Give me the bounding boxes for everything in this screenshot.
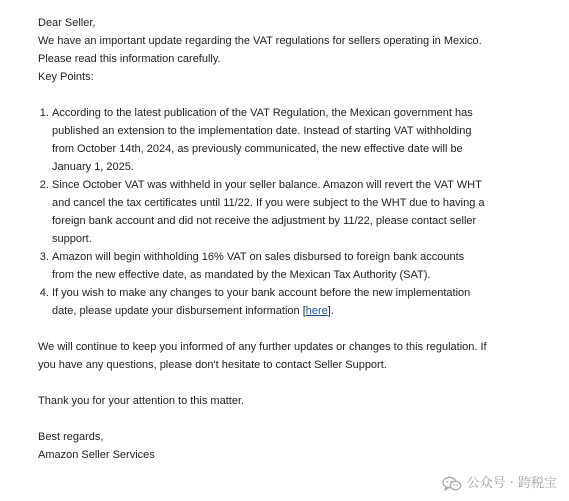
spacer [38,86,548,104]
list-item-line: from the new effective date, as mandated by the Mexican Tax Authority (SAT). [52,269,431,281]
list-item-line: January 1, 2025. [52,161,134,173]
list-item [52,104,548,176]
list-item-line: foreign bank account and did not receive the adjustment by 11/22, please contact seller [52,215,477,227]
list-item-line: 4. If you wish to make any changes to your bank account before the new implementation [52,287,471,299]
list-item-line: from October 14th, 2024, as previously communicated, the new effective date will be [52,143,463,155]
list-item-text: date, please update your disbursement information [ [52,305,306,317]
list-item-line: support. [52,233,92,245]
thanks-line: Thank you for your attention to this matter. [38,395,245,407]
spacer [38,320,548,338]
disbursement-here-link[interactable]: here [305,305,328,317]
list-item-line: published an extension to the implementation date. Instead of starting VAT withholding [52,125,472,137]
closing-line: We will continue to keep you informed of any further updates or changes to this regulation. If [38,341,487,353]
list-item-line [52,302,548,320]
sign-off: Best regards, [38,431,104,443]
key-points-label: Key Points: [38,71,94,83]
watermark-text: 公众号 · 跨税宝 [466,476,557,491]
list-item-text: ]. [327,305,334,317]
list-item [52,284,548,320]
list-item-line: 1. According to the latest publication of the VAT Regulation, the Mexican government has [52,107,473,119]
watermark [442,475,557,493]
list-item-line: 2. Since October VAT was withheld in your seller balance. Amazon will revert the VAT WHT [52,179,482,191]
list-item [52,176,548,248]
list-item-line: 3. Amazon will begin withholding 16% VAT on sales disbursed to foreign bank accounts [52,251,465,263]
wechat-icon [442,476,462,492]
list-item [52,248,548,284]
key-points-list [38,104,548,320]
spacer [38,374,548,392]
intro-line: We have an important update regarding the VAT regulations for sellers operating in Mexico. [38,35,482,47]
signature: Amazon Seller Services [38,449,155,461]
list-item-line: and cancel the tax certificates until 11/22. If you were subject to the WHT due to having a [52,197,485,209]
closing-line: you have any questions, please don't hesitate to contact Seller Support. [38,359,387,371]
intro-line: Please read this information carefully. [38,53,221,65]
spacer [38,410,548,428]
greeting: Dear Seller, [38,17,96,29]
email-body [38,14,548,464]
